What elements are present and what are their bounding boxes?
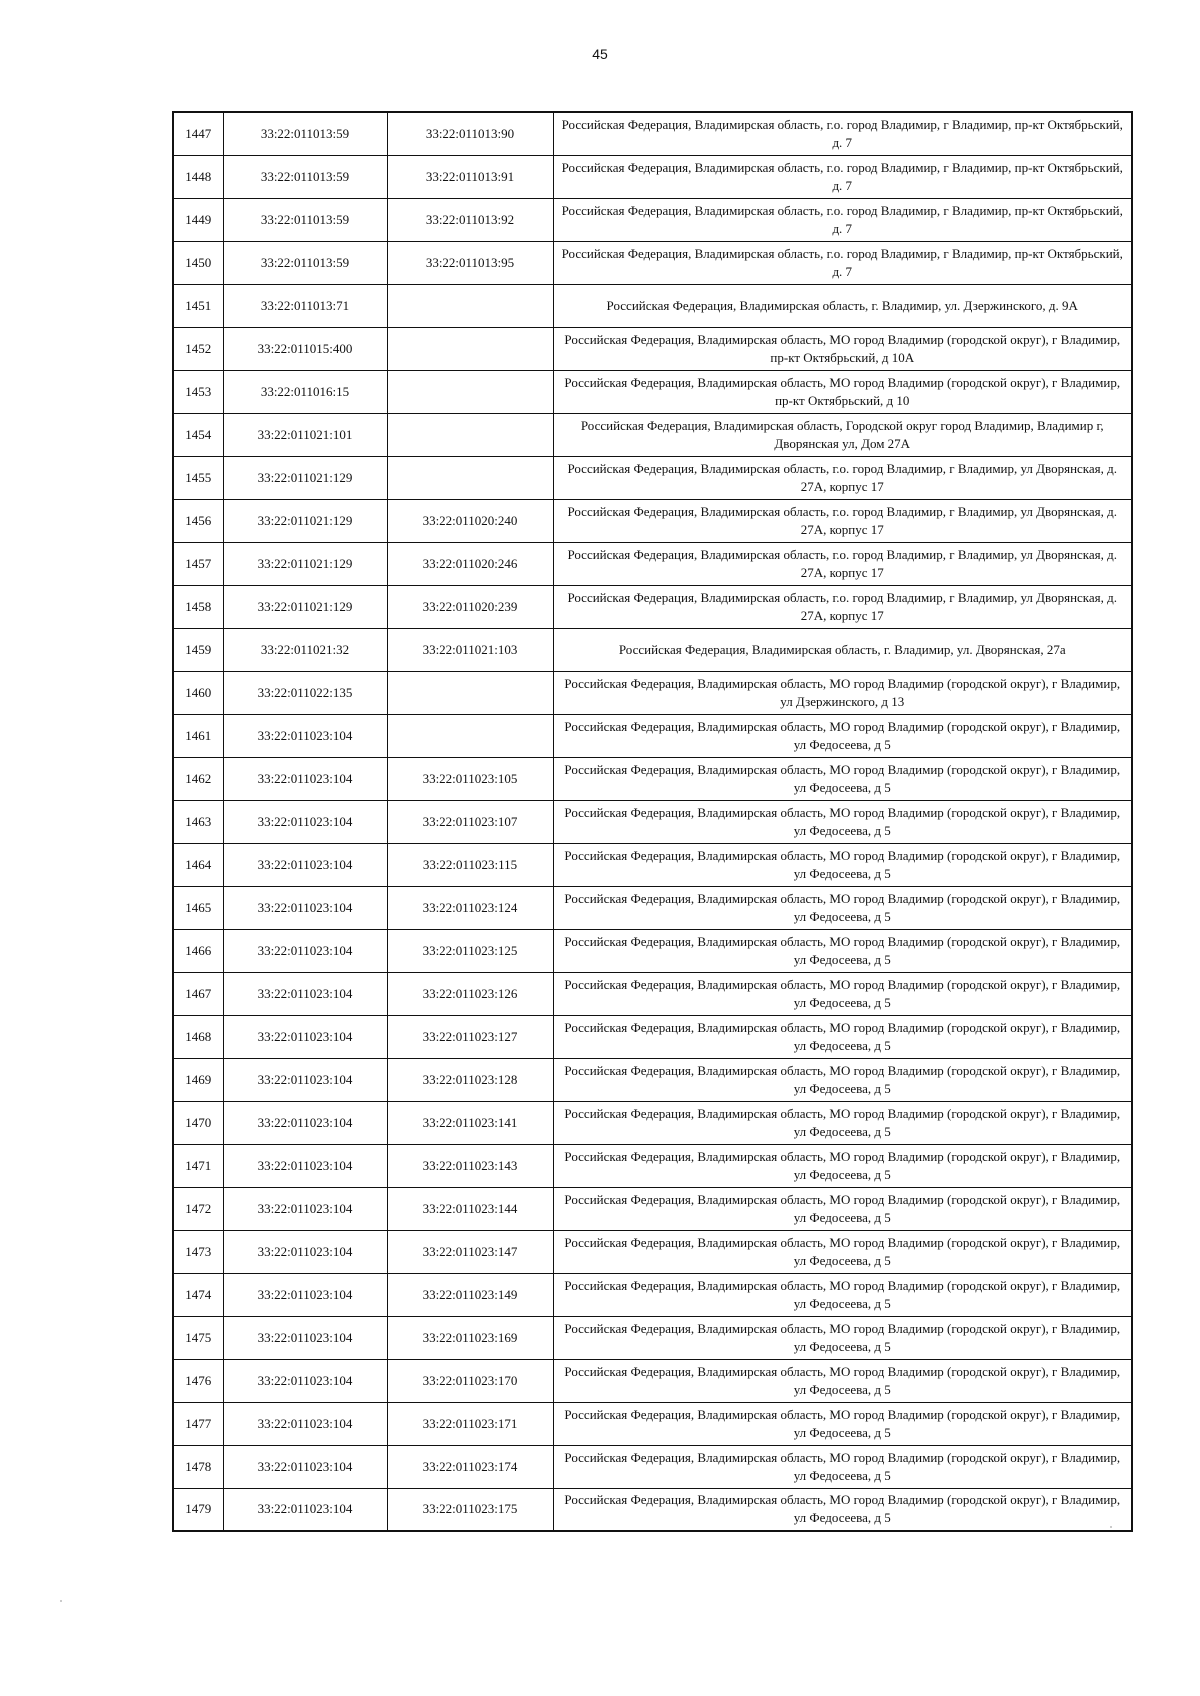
row-number-cell: 1458 [173,585,223,628]
address-cell: Российская Федерация, Владимирская область, МО город Владимир (городской округ), г Владимир, ул Федосеева, д 5 [553,1273,1132,1316]
table-row [173,456,1132,499]
object-cadastral-number-cell [387,456,553,499]
address-cell: Российская Федерация, Владимирская область, МО город Владимир (городской округ), г Владимир, ул Федосеева, д 5 [553,757,1132,800]
object-cadastral-number-cell [387,327,553,370]
table-row [173,198,1132,241]
address-cell: Российская Федерация, Владимирская область, МО город Владимир (городской округ), г Владимир, ул Федосеева, д 5 [553,1101,1132,1144]
table-row [173,1488,1132,1531]
scan-speck [60,1600,62,1602]
row-number-cell: 1479 [173,1488,223,1531]
object-cadastral-number-cell: 33:22:011023:124 [387,886,553,929]
row-number-cell: 1455 [173,456,223,499]
cadastral-number-cell: 33:22:011023:104 [223,800,387,843]
cadastral-number-cell: 33:22:011023:104 [223,886,387,929]
object-cadastral-number-cell [387,714,553,757]
row-number-cell: 1456 [173,499,223,542]
cadastral-number-cell: 33:22:011021:129 [223,499,387,542]
object-cadastral-number-cell: 33:22:011023:170 [387,1359,553,1402]
cadastral-number-cell: 33:22:011021:129 [223,585,387,628]
cadastral-number-cell: 33:22:011016:15 [223,370,387,413]
table-row [173,1015,1132,1058]
address-cell: Российская Федерация, Владимирская область, МО город Владимир (городской округ), г Владимир, ул Федосеева, д 5 [553,1015,1132,1058]
cadastral-number-cell: 33:22:011023:104 [223,1144,387,1187]
cadastral-number-cell: 33:22:011023:104 [223,1101,387,1144]
row-number-cell: 1470 [173,1101,223,1144]
cadastral-number-cell: 33:22:011023:104 [223,1015,387,1058]
cadastral-number-cell: 33:22:011023:104 [223,1058,387,1101]
cadastral-number-cell: 33:22:011021:32 [223,628,387,671]
table-row [173,1316,1132,1359]
row-number-cell: 1473 [173,1230,223,1273]
object-cadastral-number-cell: 33:22:011013:95 [387,241,553,284]
address-cell: Российская Федерация, Владимирская область, МО город Владимир (городской округ), г Владимир, ул Федосеева, д 5 [553,1488,1132,1531]
cadastral-table [172,111,1133,1532]
table-row [173,757,1132,800]
row-number-cell: 1478 [173,1445,223,1488]
object-cadastral-number-cell: 33:22:011023:107 [387,800,553,843]
object-cadastral-number-cell: 33:22:011023:144 [387,1187,553,1230]
table-row [173,1445,1132,1488]
page-number: 45 [592,46,608,62]
table-row [173,1402,1132,1445]
object-cadastral-number-cell: 33:22:011023:141 [387,1101,553,1144]
row-number-cell: 1459 [173,628,223,671]
object-cadastral-number-cell: 33:22:011023:147 [387,1230,553,1273]
object-cadastral-number-cell [387,370,553,413]
cadastral-number-cell: 33:22:011023:104 [223,1402,387,1445]
table-row [173,1101,1132,1144]
cadastral-number-cell: 33:22:011013:59 [223,198,387,241]
object-cadastral-number-cell: 33:22:011023:115 [387,843,553,886]
table-row [173,1187,1132,1230]
table-row [173,112,1132,155]
row-number-cell: 1465 [173,886,223,929]
object-cadastral-number-cell: 33:22:011023:125 [387,929,553,972]
row-number-cell: 1463 [173,800,223,843]
object-cadastral-number-cell: 33:22:011023:105 [387,757,553,800]
table-row [173,241,1132,284]
row-number-cell: 1447 [173,112,223,155]
object-cadastral-number-cell: 33:22:011023:127 [387,1015,553,1058]
cadastral-number-cell: 33:22:011022:135 [223,671,387,714]
address-cell: Российская Федерация, Владимирская область, г. Владимир, ул. Дзержинского, д. 9А [553,284,1132,327]
table-row [173,327,1132,370]
object-cadastral-number-cell [387,284,553,327]
object-cadastral-number-cell: 33:22:011020:246 [387,542,553,585]
cadastral-number-cell: 33:22:011021:129 [223,542,387,585]
address-cell: Российская Федерация, Владимирская область, МО город Владимир (городской округ), г Владимир, ул Федосеева, д 5 [553,1402,1132,1445]
object-cadastral-number-cell: 33:22:011023:149 [387,1273,553,1316]
row-number-cell: 1469 [173,1058,223,1101]
row-number-cell: 1471 [173,1144,223,1187]
table-row [173,886,1132,929]
row-number-cell: 1448 [173,155,223,198]
address-cell: Российская Федерация, Владимирская область, МО город Владимир (городской округ), г Владимир, ул Федосеева, д 5 [553,972,1132,1015]
address-cell: Российская Федерация, Владимирская область, МО город Владимир (городской округ), г Владимир, ул Федосеева, д 5 [553,1316,1132,1359]
object-cadastral-number-cell: 33:22:011020:240 [387,499,553,542]
table-row [173,1144,1132,1187]
object-cadastral-number-cell: 33:22:011023:143 [387,1144,553,1187]
table-row [173,929,1132,972]
row-number-cell: 1462 [173,757,223,800]
row-number-cell: 1453 [173,370,223,413]
row-number-cell: 1466 [173,929,223,972]
cadastral-number-cell: 33:22:011023:104 [223,843,387,886]
cadastral-number-cell: 33:22:011023:104 [223,1316,387,1359]
row-number-cell: 1468 [173,1015,223,1058]
row-number-cell: 1452 [173,327,223,370]
address-cell: Российская Федерация, Владимирская область, МО город Владимир (городской округ), г Владимир, ул Федосеева, д 5 [553,929,1132,972]
table-row [173,585,1132,628]
cadastral-number-cell: 33:22:011023:104 [223,714,387,757]
row-number-cell: 1460 [173,671,223,714]
table-row [173,499,1132,542]
address-cell: Российская Федерация, Владимирская область, МО город Владимир (городской округ), г Владимир, ул Федосеева, д 5 [553,1359,1132,1402]
row-number-cell: 1464 [173,843,223,886]
cadastral-number-cell: 33:22:011023:104 [223,1445,387,1488]
table-row [173,370,1132,413]
address-cell: Российская Федерация, Владимирская область, МО город Владимир (городской округ), г Владимир, ул Федосеева, д 5 [553,843,1132,886]
address-cell: Российская Федерация, Владимирская область, МО город Владимир (городской округ), г Владимир, ул Федосеева, д 5 [553,714,1132,757]
address-cell: Российская Федерация, Владимирская область, МО город Владимир (городской округ), г Владимир, ул Федосеева, д 5 [553,1445,1132,1488]
object-cadastral-number-cell: 33:22:011023:128 [387,1058,553,1101]
row-number-cell: 1475 [173,1316,223,1359]
address-cell: Российская Федерация, Владимирская область, г.о. город Владимир, г Владимир, ул Дворянская, д. 27А, корпус 17 [553,499,1132,542]
cadastral-number-cell: 33:22:011023:104 [223,1488,387,1531]
row-number-cell: 1457 [173,542,223,585]
object-cadastral-number-cell: 33:22:011023:174 [387,1445,553,1488]
address-cell: Российская Федерация, Владимирская область, МО город Владимир (городской округ), г Владимир, ул Федосеева, д 5 [553,1058,1132,1101]
table-row [173,1058,1132,1101]
address-cell: Российская Федерация, Владимирская область, МО город Владимир (городской округ), г Владимир, ул Федосеева, д 5 [553,800,1132,843]
cadastral-number-cell: 33:22:011013:71 [223,284,387,327]
object-cadastral-number-cell: 33:22:011013:92 [387,198,553,241]
address-cell: Российская Федерация, Владимирская область, г.о. город Владимир, г Владимир, пр-кт Октябрьский, д. 7 [553,112,1132,155]
table-row [173,1359,1132,1402]
object-cadastral-number-cell: 33:22:011021:103 [387,628,553,671]
object-cadastral-number-cell: 33:22:011023:175 [387,1488,553,1531]
table-row [173,972,1132,1015]
address-cell: Российская Федерация, Владимирская область, г.о. город Владимир, г Владимир, ул Дворянская, д. 27А, корпус 17 [553,456,1132,499]
row-number-cell: 1450 [173,241,223,284]
cadastral-number-cell: 33:22:011013:59 [223,112,387,155]
address-cell: Российская Федерация, Владимирская область, МО город Владимир (городской округ), г Владимир, ул Федосеева, д 5 [553,886,1132,929]
table-row [173,155,1132,198]
row-number-cell: 1476 [173,1359,223,1402]
address-cell: Российская Федерация, Владимирская область, Городской округ город Владимир, Владимир г, Дворянская ул, Дом 27А [553,413,1132,456]
table-row [173,671,1132,714]
object-cadastral-number-cell: 33:22:011023:169 [387,1316,553,1359]
table-row [173,413,1132,456]
address-cell: Российская Федерация, Владимирская область, г.о. город Владимир, г Владимир, пр-кт Октябрьский, д. 7 [553,198,1132,241]
cadastral-number-cell: 33:22:011023:104 [223,972,387,1015]
table-row [173,1230,1132,1273]
table-row [173,714,1132,757]
cadastral-number-cell: 33:22:011023:104 [223,757,387,800]
cadastral-number-cell: 33:22:011023:104 [223,1273,387,1316]
table-row [173,1273,1132,1316]
cadastral-number-cell: 33:22:011021:129 [223,456,387,499]
row-number-cell: 1472 [173,1187,223,1230]
address-cell: Российская Федерация, Владимирская область, МО город Владимир (городской округ), г Владимир, ул Федосеева, д 5 [553,1187,1132,1230]
row-number-cell: 1454 [173,413,223,456]
row-number-cell: 1449 [173,198,223,241]
address-cell: Российская Федерация, Владимирская область, г.о. город Владимир, г Владимир, ул Дворянская, д. 27А, корпус 17 [553,542,1132,585]
scan-speck [1110,1526,1112,1528]
address-cell: Российская Федерация, Владимирская область, МО город Владимир (городской округ), г Владимир, пр-кт Октябрьский, д 10 [553,370,1132,413]
address-cell: Российская Федерация, Владимирская область, МО город Владимир (городской округ), г Владимир, ул Дзержинского, д 13 [553,671,1132,714]
cadastral-number-cell: 33:22:011023:104 [223,1359,387,1402]
address-cell: Российская Федерация, Владимирская область, МО город Владимир (городской округ), г Владимир, ул Федосеева, д 5 [553,1144,1132,1187]
object-cadastral-number-cell [387,413,553,456]
cadastral-number-cell: 33:22:011023:104 [223,1230,387,1273]
address-cell: Российская Федерация, Владимирская область, МО город Владимир (городской округ), г Владимир, пр-кт Октябрьский, д 10А [553,327,1132,370]
address-cell: Российская Федерация, Владимирская область, г. Владимир, ул. Дворянская, 27а [553,628,1132,671]
cadastral-number-cell: 33:22:011023:104 [223,1187,387,1230]
cadastral-number-cell: 33:22:011013:59 [223,241,387,284]
cadastral-number-cell: 33:22:011015:400 [223,327,387,370]
object-cadastral-number-cell: 33:22:011023:171 [387,1402,553,1445]
row-number-cell: 1451 [173,284,223,327]
table-row [173,800,1132,843]
cadastral-number-cell: 33:22:011021:101 [223,413,387,456]
object-cadastral-number-cell: 33:22:011023:126 [387,972,553,1015]
object-cadastral-number-cell: 33:22:011013:90 [387,112,553,155]
cadastral-number-cell: 33:22:011023:104 [223,929,387,972]
cadastral-number-cell: 33:22:011013:59 [223,155,387,198]
object-cadastral-number-cell [387,671,553,714]
row-number-cell: 1474 [173,1273,223,1316]
row-number-cell: 1467 [173,972,223,1015]
table-body [173,112,1132,1531]
object-cadastral-number-cell: 33:22:011013:91 [387,155,553,198]
table-row [173,843,1132,886]
row-number-cell: 1477 [173,1402,223,1445]
row-number-cell: 1461 [173,714,223,757]
table-row [173,542,1132,585]
object-cadastral-number-cell: 33:22:011020:239 [387,585,553,628]
table-row [173,628,1132,671]
address-cell: Российская Федерация, Владимирская область, г.о. город Владимир, г Владимир, пр-кт Октябрьский, д. 7 [553,241,1132,284]
table-row [173,284,1132,327]
address-cell: Российская Федерация, Владимирская область, г.о. город Владимир, г Владимир, пр-кт Октябрьский, д. 7 [553,155,1132,198]
address-cell: Российская Федерация, Владимирская область, г.о. город Владимир, г Владимир, ул Дворянская, д. 27А, корпус 17 [553,585,1132,628]
address-cell: Российская Федерация, Владимирская область, МО город Владимир (городской округ), г Владимир, ул Федосеева, д 5 [553,1230,1132,1273]
